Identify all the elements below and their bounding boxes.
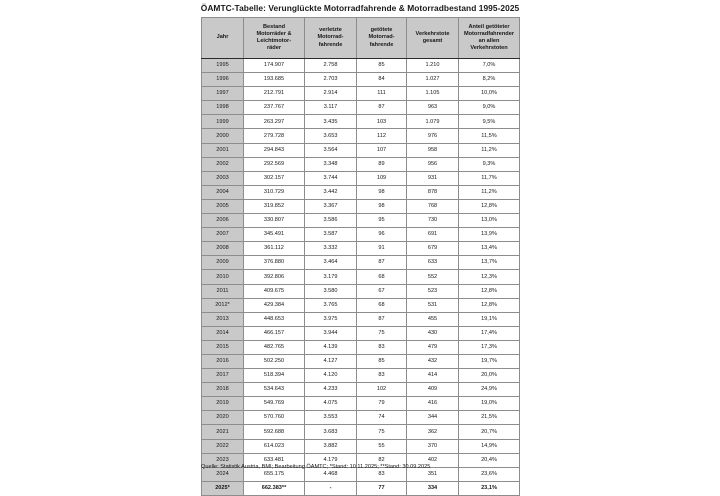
- cell-share: 12,8%: [459, 298, 520, 312]
- cell-share: 13,7%: [459, 256, 520, 270]
- cell-total: 976: [407, 129, 459, 143]
- table-body: [202, 59, 520, 496]
- cell-killed: 84: [357, 73, 407, 87]
- cell-stock: 361.112: [244, 242, 305, 256]
- table-row: [202, 312, 520, 326]
- page-title: ÖAMTC-Tabelle: Verunglückte Motorradfahrende & Motorradbestand 1995-2025: [200, 3, 520, 13]
- cell-total: 633: [407, 256, 459, 270]
- cell-stock: 263.297: [244, 115, 305, 129]
- cell-year: 2011: [202, 284, 244, 298]
- table-row: [202, 73, 520, 87]
- cell-share: 17,3%: [459, 340, 520, 354]
- cell-total: 768: [407, 199, 459, 213]
- cell-killed: 109: [357, 171, 407, 185]
- table-row: [202, 284, 520, 298]
- cell-stock: 279.728: [244, 129, 305, 143]
- cell-killed: 67: [357, 284, 407, 298]
- cell-killed: 98: [357, 185, 407, 199]
- cell-stock: 376.880: [244, 256, 305, 270]
- cell-killed: 87: [357, 101, 407, 115]
- cell-killed: 83: [357, 340, 407, 354]
- cell-total: 455: [407, 312, 459, 326]
- cell-injured: 3.580: [305, 284, 357, 298]
- cell-total: 1.027: [407, 73, 459, 87]
- cell-stock: 212.791: [244, 87, 305, 101]
- cell-stock: 409.675: [244, 284, 305, 298]
- cell-total: 416: [407, 397, 459, 411]
- cell-total: 691: [407, 228, 459, 242]
- cell-injured: 3.882: [305, 439, 357, 453]
- table-row: [202, 199, 520, 213]
- cell-total: 1.210: [407, 59, 459, 73]
- cell-share: 19,0%: [459, 397, 520, 411]
- cell-year: 2001: [202, 143, 244, 157]
- cell-stock: 614.023: [244, 439, 305, 453]
- cell-stock: 466.157: [244, 326, 305, 340]
- cell-killed: 74: [357, 411, 407, 425]
- table-row: [202, 228, 520, 242]
- cell-share: 11,7%: [459, 171, 520, 185]
- cell-share: 19,1%: [459, 312, 520, 326]
- table-row: [202, 354, 520, 368]
- cell-year: 2008: [202, 242, 244, 256]
- cell-killed: 98: [357, 199, 407, 213]
- cell-year: 2012*: [202, 298, 244, 312]
- cell-share: 17,4%: [459, 326, 520, 340]
- table-row: [202, 171, 520, 185]
- cell-injured: 3.464: [305, 256, 357, 270]
- table-row: [202, 157, 520, 171]
- cell-killed: 85: [357, 354, 407, 368]
- cell-total: 931: [407, 171, 459, 185]
- table-row: [202, 439, 520, 453]
- cell-stock: 655.175: [244, 467, 305, 481]
- cell-year: 2005: [202, 199, 244, 213]
- cell-year: 2010: [202, 270, 244, 284]
- cell-injured: 2.914: [305, 87, 357, 101]
- cell-killed: 75: [357, 425, 407, 439]
- table-row: [202, 298, 520, 312]
- cell-injured: 4.127: [305, 354, 357, 368]
- cell-year: 2024: [202, 467, 244, 481]
- table-row: [202, 115, 520, 129]
- cell-killed: 87: [357, 312, 407, 326]
- cell-injured: 4.233: [305, 383, 357, 397]
- table-row: [202, 256, 520, 270]
- cell-year: 2016: [202, 354, 244, 368]
- cell-share: 12,8%: [459, 284, 520, 298]
- cell-stock: 294.843: [244, 143, 305, 157]
- table-row: [202, 270, 520, 284]
- cell-killed: 103: [357, 115, 407, 129]
- cell-stock: 310.729: [244, 185, 305, 199]
- cell-stock: 237.767: [244, 101, 305, 115]
- cell-injured: 4.139: [305, 340, 357, 354]
- cell-stock: 292.569: [244, 157, 305, 171]
- cell-share: 10,0%: [459, 87, 520, 101]
- cell-injured: 3.367: [305, 199, 357, 213]
- column-header-year: Jahr: [202, 18, 244, 59]
- cell-stock: 345.491: [244, 228, 305, 242]
- cell-stock: 392.806: [244, 270, 305, 284]
- cell-year: 2002: [202, 157, 244, 171]
- table-row: [202, 129, 520, 143]
- column-header-killed: getötete Motorrad- fahrende: [357, 18, 407, 59]
- cell-total: 1.105: [407, 87, 459, 101]
- cell-injured: 3.587: [305, 228, 357, 242]
- cell-injured: 3.765: [305, 298, 357, 312]
- cell-stock: 193.685: [244, 73, 305, 87]
- cell-year: 2022: [202, 439, 244, 453]
- cell-share: 9,3%: [459, 157, 520, 171]
- cell-total: 552: [407, 270, 459, 284]
- cell-killed: 79: [357, 397, 407, 411]
- cell-injured: 3.975: [305, 312, 357, 326]
- cell-stock: 448.653: [244, 312, 305, 326]
- cell-killed: 82: [357, 453, 407, 467]
- cell-total: 479: [407, 340, 459, 354]
- cell-killed: 68: [357, 270, 407, 284]
- column-header-injured: verletzte Motorrad- fahrende: [305, 18, 357, 59]
- cell-injured: 3.179: [305, 270, 357, 284]
- cell-total: 730: [407, 214, 459, 228]
- table-row: [202, 369, 520, 383]
- cell-stock: 518.394: [244, 369, 305, 383]
- cell-injured: 3.586: [305, 214, 357, 228]
- cell-year: 2021: [202, 425, 244, 439]
- cell-year: 1997: [202, 87, 244, 101]
- cell-injured: 4.179: [305, 453, 357, 467]
- table-row: [202, 242, 520, 256]
- cell-year: 2004: [202, 185, 244, 199]
- cell-stock: 570.760: [244, 411, 305, 425]
- cell-total: 362: [407, 425, 459, 439]
- cell-share: 19,7%: [459, 354, 520, 368]
- cell-total: 956: [407, 157, 459, 171]
- cell-stock: 502.250: [244, 354, 305, 368]
- cell-year: 2019: [202, 397, 244, 411]
- cell-total: 414: [407, 369, 459, 383]
- table-row: [202, 87, 520, 101]
- cell-stock: 549.769: [244, 397, 305, 411]
- cell-share: 13,9%: [459, 228, 520, 242]
- cell-share: 23,6%: [459, 467, 520, 481]
- cell-share: 12,8%: [459, 199, 520, 213]
- cell-injured: 3.435: [305, 115, 357, 129]
- cell-share: 12,3%: [459, 270, 520, 284]
- cell-total: 409: [407, 383, 459, 397]
- cell-injured: 4.075: [305, 397, 357, 411]
- cell-killed: 83: [357, 369, 407, 383]
- cell-year: 2023: [202, 453, 244, 467]
- cell-killed: 83: [357, 467, 407, 481]
- cell-share: 20,7%: [459, 425, 520, 439]
- cell-injured: 3.683: [305, 425, 357, 439]
- cell-total: 334: [407, 481, 459, 495]
- cell-killed: 85: [357, 59, 407, 73]
- cell-injured: 3.653: [305, 129, 357, 143]
- cell-stock: 302.157: [244, 171, 305, 185]
- table-row: [202, 397, 520, 411]
- cell-stock: 330.807: [244, 214, 305, 228]
- cell-injured: 3.553: [305, 411, 357, 425]
- cell-killed: 112: [357, 129, 407, 143]
- cell-stock: 592.688: [244, 425, 305, 439]
- cell-total: 1.079: [407, 115, 459, 129]
- source-note: Quelle: Statistik Austria, BMI; Bearbeitung ÖAMTC; *Stand: 10.11.2025; **Stand: 30.09.2025: [201, 464, 431, 470]
- cell-stock: 482.765: [244, 340, 305, 354]
- cell-injured: 3.332: [305, 242, 357, 256]
- cell-share: 11,2%: [459, 185, 520, 199]
- cell-year: 2003: [202, 171, 244, 185]
- cell-year: 2015: [202, 340, 244, 354]
- cell-total: 531: [407, 298, 459, 312]
- column-header-share: Anteil getöteter Motorradfahrender an allen Verkehrstoten: [459, 18, 520, 59]
- table-row: [202, 214, 520, 228]
- cell-share: 11,2%: [459, 143, 520, 157]
- cell-stock: 174.907: [244, 59, 305, 73]
- cell-killed: 95: [357, 214, 407, 228]
- cell-year: 2007: [202, 228, 244, 242]
- cell-total: 679: [407, 242, 459, 256]
- cell-year: 2006: [202, 214, 244, 228]
- cell-stock: 662.383**: [244, 481, 305, 495]
- cell-year: 1995: [202, 59, 244, 73]
- cell-year: 2000: [202, 129, 244, 143]
- table-row: [202, 59, 520, 73]
- cell-share: 24,9%: [459, 383, 520, 397]
- cell-share: 9,5%: [459, 115, 520, 129]
- cell-share: 8,2%: [459, 73, 520, 87]
- cell-total: 523: [407, 284, 459, 298]
- cell-year: 2014: [202, 326, 244, 340]
- cell-killed: 55: [357, 439, 407, 453]
- header-row: [202, 18, 520, 59]
- cell-killed: 91: [357, 242, 407, 256]
- motorcycle-casualties-table: [201, 17, 520, 496]
- cell-injured: 3.117: [305, 101, 357, 115]
- cell-killed: 102: [357, 383, 407, 397]
- cell-killed: 107: [357, 143, 407, 157]
- cell-total: 344: [407, 411, 459, 425]
- cell-year: 2017: [202, 369, 244, 383]
- cell-killed: 77: [357, 481, 407, 495]
- cell-injured: -: [305, 481, 357, 495]
- cell-year: 2018: [202, 383, 244, 397]
- table-row: [202, 185, 520, 199]
- table-row: [202, 143, 520, 157]
- table-row: [202, 340, 520, 354]
- cell-share: 11,5%: [459, 129, 520, 143]
- cell-year: 2025*: [202, 481, 244, 495]
- cell-stock: 319.852: [244, 199, 305, 213]
- cell-injured: 3.744: [305, 171, 357, 185]
- cell-killed: 89: [357, 157, 407, 171]
- cell-total: 963: [407, 101, 459, 115]
- cell-stock: 429.384: [244, 298, 305, 312]
- cell-injured: 2.758: [305, 59, 357, 73]
- cell-injured: 4.468: [305, 467, 357, 481]
- cell-killed: 96: [357, 228, 407, 242]
- cell-year: 2020: [202, 411, 244, 425]
- cell-share: 13,0%: [459, 214, 520, 228]
- cell-injured: 2.703: [305, 73, 357, 87]
- cell-killed: 111: [357, 87, 407, 101]
- column-header-stock: Bestand Motorräder & Leichtmotor- räder: [244, 18, 305, 59]
- cell-injured: 3.348: [305, 157, 357, 171]
- cell-share: 7,0%: [459, 59, 520, 73]
- cell-total: 430: [407, 326, 459, 340]
- cell-injured: 3.564: [305, 143, 357, 157]
- cell-share: 20,0%: [459, 369, 520, 383]
- cell-share: 20,4%: [459, 453, 520, 467]
- cell-total: 370: [407, 439, 459, 453]
- cell-total: 432: [407, 354, 459, 368]
- table-row: [202, 326, 520, 340]
- cell-killed: 68: [357, 298, 407, 312]
- cell-killed: 75: [357, 326, 407, 340]
- cell-share: 9,0%: [459, 101, 520, 115]
- table-row: [202, 411, 520, 425]
- table-row: [202, 101, 520, 115]
- cell-total: 958: [407, 143, 459, 157]
- cell-year: 1998: [202, 101, 244, 115]
- cell-killed: 87: [357, 256, 407, 270]
- cell-share: 23,1%: [459, 481, 520, 495]
- cell-injured: 4.120: [305, 369, 357, 383]
- table-row: [202, 383, 520, 397]
- table-row: [202, 481, 520, 495]
- cell-injured: 3.944: [305, 326, 357, 340]
- table-row: [202, 425, 520, 439]
- cell-year: 2013: [202, 312, 244, 326]
- cell-stock: 633.481: [244, 453, 305, 467]
- cell-share: 14,9%: [459, 439, 520, 453]
- column-header-total: Verkehrstote gesamt: [407, 18, 459, 59]
- cell-total: 878: [407, 185, 459, 199]
- cell-share: 13,4%: [459, 242, 520, 256]
- cell-injured: 3.442: [305, 185, 357, 199]
- cell-total: 351: [407, 467, 459, 481]
- cell-stock: 534.643: [244, 383, 305, 397]
- cell-year: 1999: [202, 115, 244, 129]
- cell-total: 402: [407, 453, 459, 467]
- cell-year: 1996: [202, 73, 244, 87]
- table-header: [202, 18, 520, 59]
- cell-share: 21,5%: [459, 411, 520, 425]
- table-container: [201, 17, 519, 496]
- cell-year: 2009: [202, 256, 244, 270]
